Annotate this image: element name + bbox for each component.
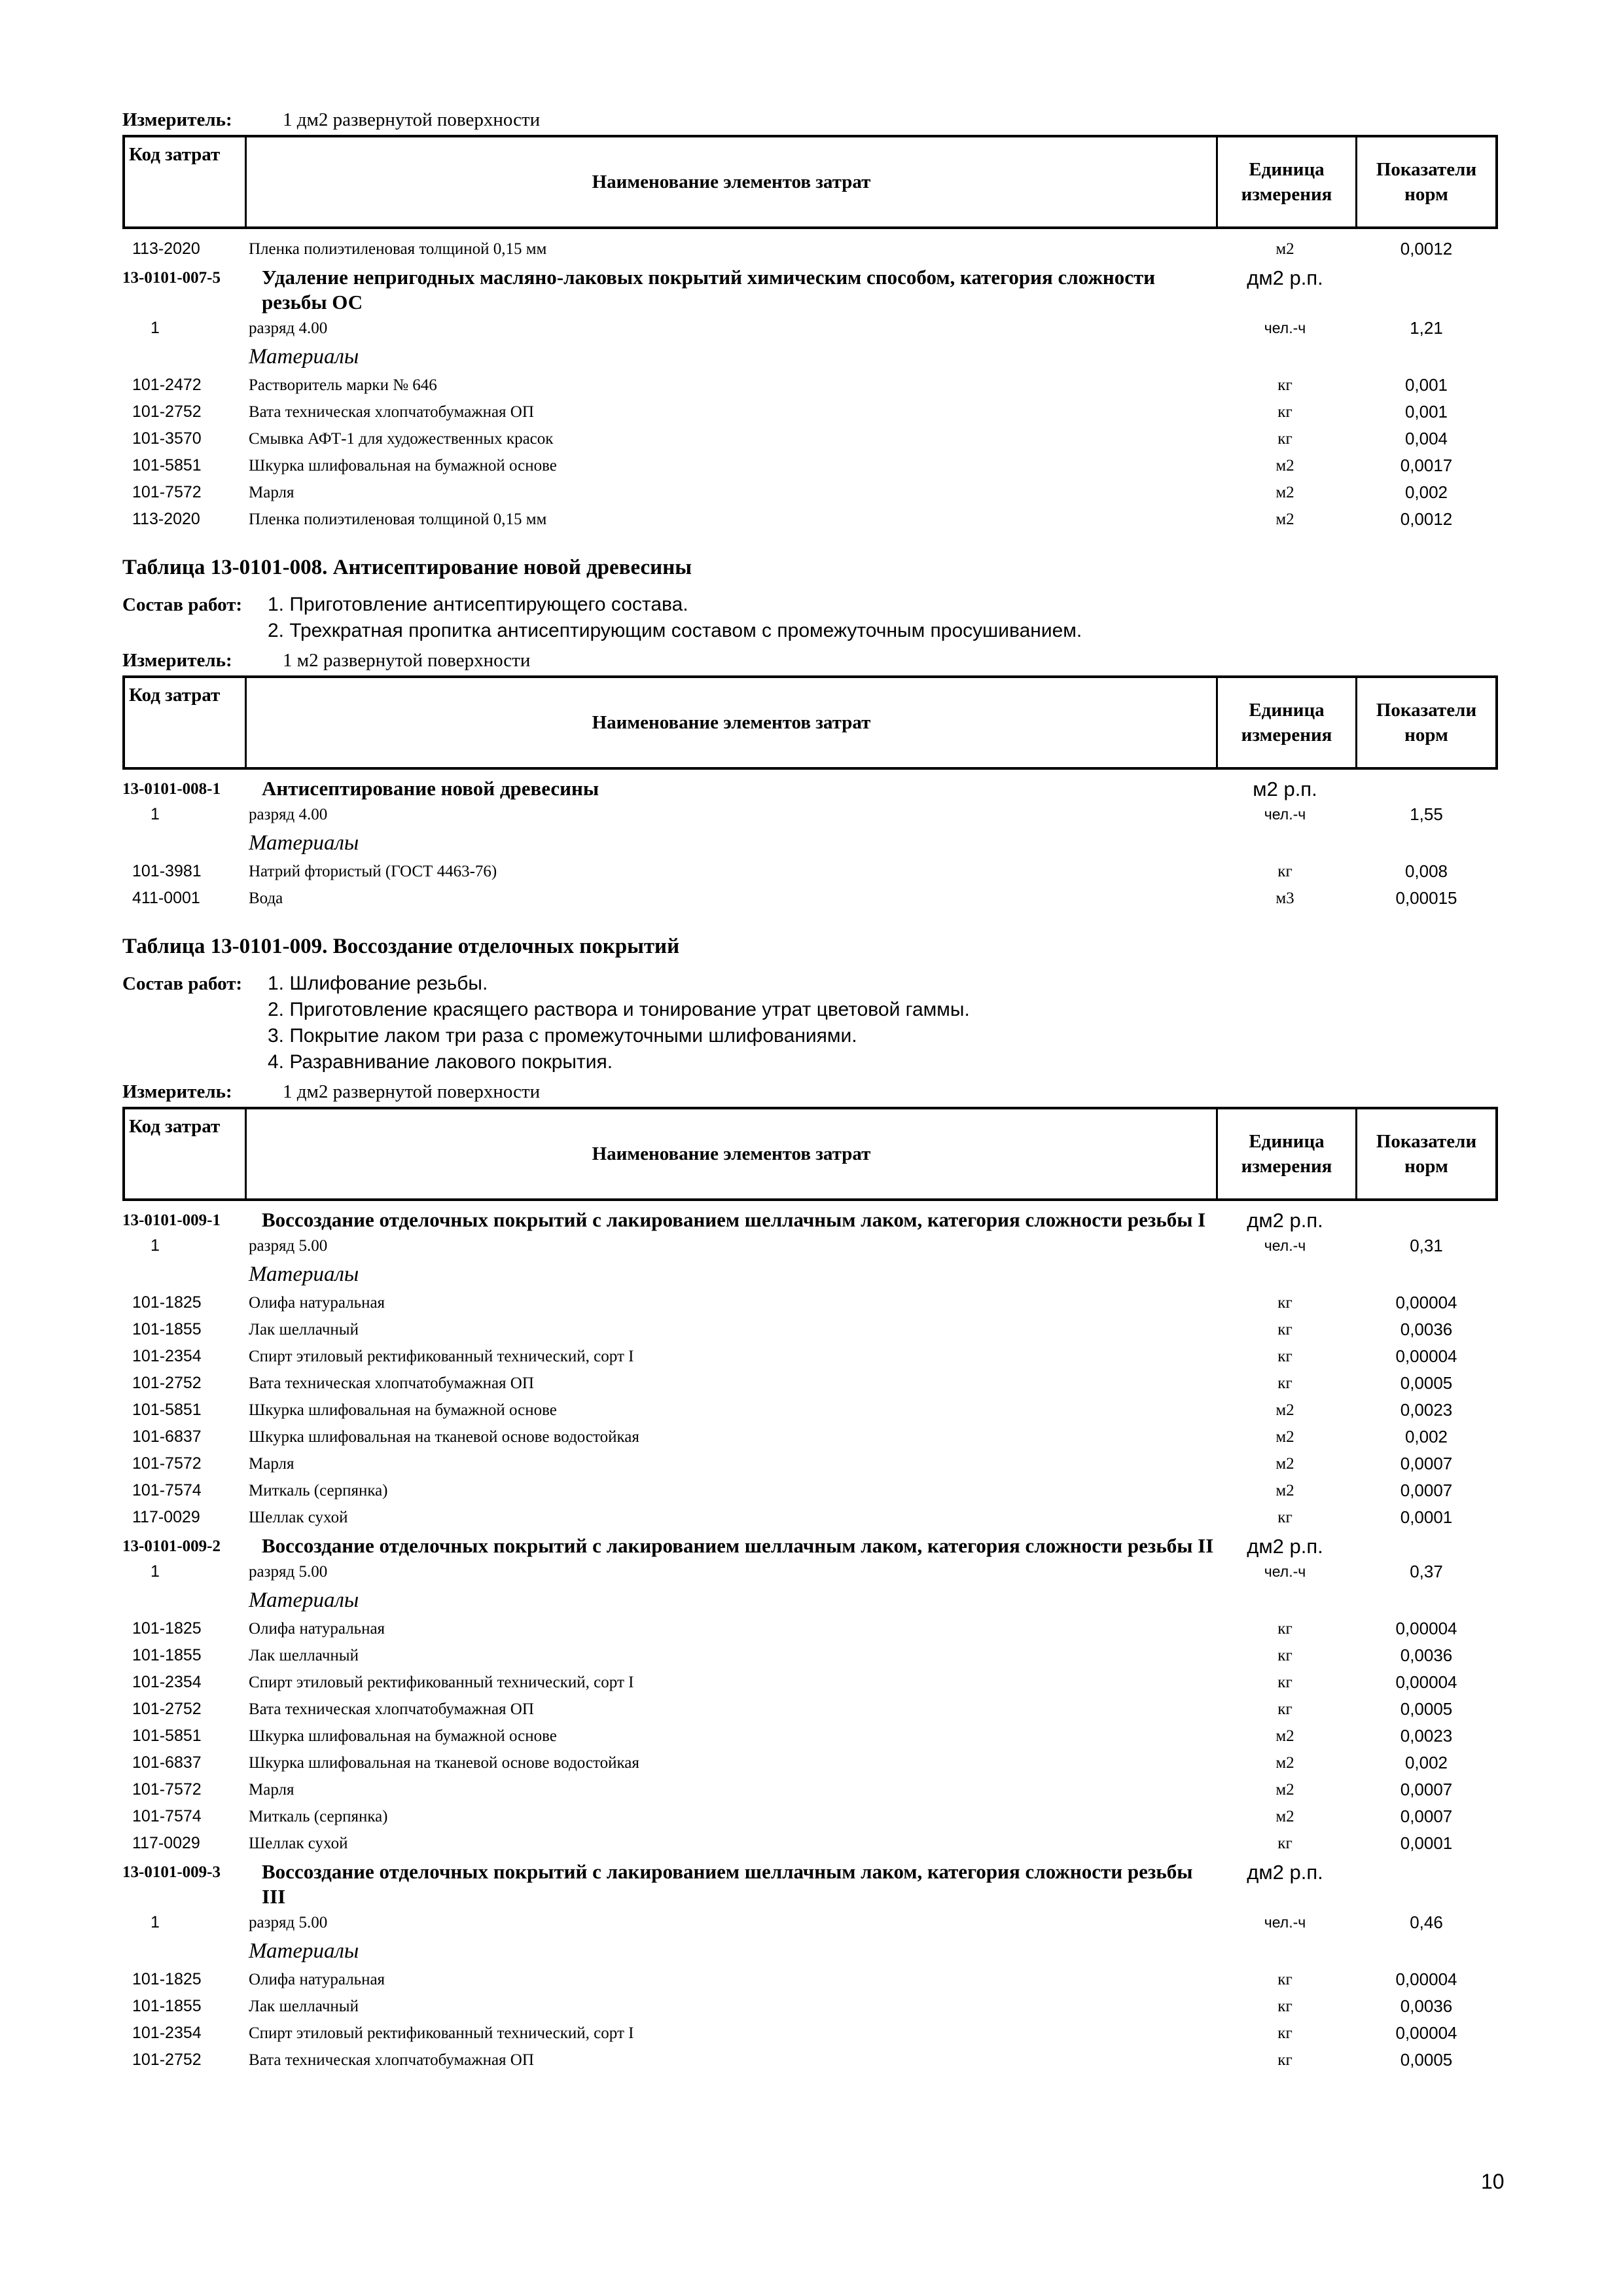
cost-code: 101-7572 (132, 1780, 202, 1799)
measure-label: Измеритель: (122, 650, 232, 671)
composition-text: 1. Приготовление антисептирующего состава. (268, 594, 688, 615)
cost-code: 101-2752 (132, 1374, 202, 1392)
norm-value: 0,0017 (1400, 456, 1453, 475)
norm-value: 1,21 (1410, 318, 1443, 338)
unit: м2 (1275, 1753, 1294, 1772)
table-title: Таблица 13-0101-008. Антисептирование новой древесины (122, 555, 692, 579)
norm-value: 0,46 (1410, 1912, 1443, 1932)
element-name: разряд 5.00 (249, 1236, 328, 1255)
norm-value: 0,0012 (1400, 239, 1453, 259)
table-row (122, 1723, 1498, 1749)
unit: м2 (1275, 1427, 1294, 1446)
table-row (122, 2020, 1498, 2047)
labor-row (122, 1232, 1498, 1259)
unit: чел.-ч (1264, 319, 1306, 336)
element-name: разряд 4.00 (249, 319, 328, 337)
element-name: Миткаль (серпянка) (249, 1481, 388, 1499)
unit: кг (1277, 862, 1293, 880)
element-name: Пленка полиэтиленовая толщиной 0,15 мм (249, 510, 547, 528)
norm-unit: дм2 р.п. (1247, 1535, 1323, 1558)
header-code: Код затрат (125, 137, 247, 226)
norm-value: 0,31 (1410, 1236, 1443, 1255)
unit: м2 (1275, 483, 1294, 501)
element-name: Растворитель марки № 646 (249, 376, 437, 394)
header-code: Код затрат (125, 1109, 247, 1198)
norm-unit: дм2 р.п. (1247, 266, 1323, 289)
table-row (122, 885, 1498, 912)
cost-code: 101-1855 (132, 1646, 202, 1664)
unit: чел.-ч (1264, 1914, 1306, 1931)
norm-value: 0,00004 (1395, 1346, 1457, 1366)
norm-value: 0,00004 (1395, 2023, 1457, 2043)
norm-value: 0,0005 (1400, 2050, 1453, 2070)
element-name: Марля (249, 483, 294, 501)
measure-line (122, 644, 1498, 672)
element-name: Олифа натуральная (249, 1619, 385, 1638)
cost-code: 101-3570 (132, 429, 202, 448)
unit: кг (1277, 1347, 1293, 1365)
norm-code: 13-0101-009-1 (122, 1211, 221, 1229)
labor-row (122, 1558, 1498, 1585)
norm-value: 0,0007 (1400, 1780, 1453, 1799)
element-name: Шеллак сухой (249, 1834, 348, 1852)
unit: кг (1277, 429, 1293, 448)
table-row (122, 1776, 1498, 1803)
measure-line (122, 1075, 1498, 1103)
norm-value: 0,0005 (1400, 1699, 1453, 1719)
table-row (122, 399, 1498, 425)
unit: кг (1277, 1293, 1293, 1312)
labor-row (122, 315, 1498, 342)
unit: м2 (1275, 1807, 1294, 1825)
header-value: Показатели норм (1376, 1131, 1477, 1177)
element-name: Вода (249, 889, 283, 907)
norm-code: 13-0101-009-2 (122, 1537, 221, 1555)
unit: чел.-ч (1264, 1237, 1306, 1254)
unit: кг (1277, 2051, 1293, 2069)
norm-value: 0,0036 (1400, 1319, 1453, 1339)
composition-label: Состав работ: (122, 973, 243, 994)
cost-code: 101-1825 (132, 1970, 202, 1988)
element-name: Вата техническая хлопчатобумажная ОП (249, 403, 534, 421)
element-name: Натрий фтористый (ГОСТ 4463-76) (249, 862, 497, 880)
norm-name: Воссоздание отделочных покрытий с лакированием шеллачным лаком, категория сложности резьбы II (262, 1534, 1214, 1557)
cost-code: 1 (151, 805, 160, 823)
composition-text: 1. Шлифование резьбы. (268, 973, 488, 994)
element-name: Марля (249, 1780, 294, 1799)
unit: чел.-ч (1264, 806, 1306, 823)
table-row (122, 1615, 1498, 1642)
cost-code: 101-1855 (132, 1997, 202, 2015)
unit: м2 (1275, 510, 1294, 528)
cost-code: 101-7572 (132, 1454, 202, 1473)
cost-code: 117-0029 (132, 1834, 200, 1852)
norm-value: 0,008 (1404, 861, 1448, 881)
norm-value: 0,37 (1410, 1562, 1443, 1581)
unit: кг (1277, 1508, 1293, 1526)
unit: кг (1277, 1673, 1293, 1691)
element-name: разряд 5.00 (249, 1562, 328, 1581)
cost-code: 1 (151, 1913, 160, 1931)
element-name: Шкурка шлифовальная на тканевой основе водостойкая (249, 1427, 639, 1446)
cost-code: 101-6837 (132, 1753, 202, 1772)
table-row (122, 1289, 1498, 1316)
composition-text: 2. Трехкратная пропитка антисептирующим составом с промежуточным просушиванием. (268, 620, 1082, 641)
measure-value: 1 м2 развернутой поверхности (283, 650, 531, 671)
unit: м2 (1275, 240, 1294, 258)
element-name: Марля (249, 1454, 294, 1473)
unit: м2 (1275, 1780, 1294, 1799)
unit: м2 (1275, 456, 1294, 475)
norm-value: 0,0007 (1400, 1454, 1453, 1473)
norm-value: 0,002 (1404, 1427, 1448, 1446)
norm-heading (122, 265, 1498, 315)
cost-code: 1 (151, 319, 160, 337)
cost-code: 101-3981 (132, 862, 202, 880)
table-row (122, 1316, 1498, 1343)
table-row (122, 1343, 1498, 1370)
cost-code: 101-2752 (132, 1700, 202, 1718)
element-name: Спирт этиловый ректификованный технический, сорт I (249, 2024, 634, 2042)
page-content (122, 103, 1498, 2073)
header-unit: Единица измерения (1218, 678, 1357, 767)
materials-subheading: Материалы (249, 1939, 359, 1963)
header-code: Код затрат (125, 678, 247, 767)
norm-value: 0,00015 (1395, 888, 1457, 908)
page-number: 10 (1481, 2170, 1505, 2193)
table-row (122, 1966, 1498, 1993)
unit: кг (1277, 1834, 1293, 1852)
cost-code: 113-2020 (132, 240, 200, 258)
cost-code: 101-5851 (132, 456, 202, 475)
norm-value: 0,0001 (1400, 1833, 1453, 1853)
measure-value: 1 дм2 развернутой поверхности (283, 1081, 541, 1102)
table-header (122, 1107, 1498, 1201)
unit: кг (1277, 403, 1293, 421)
unit: м3 (1275, 889, 1294, 907)
measure-label: Измеритель: (122, 109, 232, 130)
norm-name: Воссоздание отделочных покрытий с лакированием шеллачным лаком, категория сложности резьбы III (262, 1860, 1193, 1908)
work-composition (122, 592, 1498, 644)
norm-heading (122, 1208, 1498, 1232)
norm-value: 0,0036 (1400, 1645, 1453, 1665)
element-name: Вата техническая хлопчатобумажная ОП (249, 1374, 534, 1392)
table-row (122, 1749, 1498, 1776)
composition-item (122, 618, 1498, 644)
element-name: разряд 5.00 (249, 1913, 328, 1931)
norm-value: 0,0005 (1400, 1373, 1453, 1393)
norm-heading (122, 1534, 1498, 1558)
cost-code: 1 (151, 1236, 160, 1255)
cost-code: 101-1855 (132, 1320, 202, 1338)
table-row (122, 425, 1498, 452)
norm-value: 0,0007 (1400, 1806, 1453, 1826)
measure-line (122, 103, 1498, 131)
composition-item (122, 1049, 1498, 1075)
table-row (122, 1504, 1498, 1531)
materials-subheading: Материалы (249, 1262, 359, 1286)
table-row (122, 1424, 1498, 1450)
cost-code: 1 (151, 1562, 160, 1581)
header-unit: Единица измерения (1218, 1109, 1357, 1198)
cost-code: 101-1825 (132, 1293, 202, 1312)
materials-subheading: Материалы (249, 344, 359, 368)
unit: чел.-ч (1264, 1563, 1306, 1580)
unit: м2 (1275, 1401, 1294, 1419)
norm-value: 0,0036 (1400, 1996, 1453, 2016)
cost-code: 411-0001 (132, 889, 200, 907)
unit: кг (1277, 1646, 1293, 1664)
norm-value: 0,0001 (1400, 1507, 1453, 1527)
table-row (122, 479, 1498, 506)
table-row (122, 1669, 1498, 1696)
unit: кг (1277, 1700, 1293, 1718)
norm-value: 0,00004 (1395, 1619, 1457, 1638)
norm-value: 0,0023 (1400, 1400, 1453, 1420)
table-row (122, 1993, 1498, 2020)
labor-row (122, 1909, 1498, 1936)
norm-value: 0,0012 (1400, 509, 1453, 529)
norm-value: 1,55 (1410, 804, 1443, 824)
norm-value: 0,0023 (1400, 1726, 1453, 1746)
element-name: Пленка полиэтиленовая толщиной 0,15 мм (249, 240, 547, 258)
element-name: Шкурка шлифовальная на бумажной основе (249, 456, 557, 475)
unit: кг (1277, 2024, 1293, 2042)
unit: кг (1277, 1619, 1293, 1638)
element-name: Олифа натуральная (249, 1293, 385, 1312)
element-name: Вата техническая хлопчатобумажная ОП (249, 2051, 534, 2069)
cost-code: 101-2472 (132, 376, 202, 394)
cost-code: 101-7574 (132, 1807, 202, 1825)
norm-name: Удаление непригодных масляно-лаковых покрытий химическим способом, категория сложности резьбы ОС (262, 266, 1156, 314)
cost-code: 101-2354 (132, 1673, 202, 1691)
norm-name: Воссоздание отделочных покрытий с лакированием шеллачным лаком, категория сложности резьбы I (262, 1208, 1206, 1231)
element-name: Лак шеллачный (249, 1646, 359, 1664)
element-name: Вата техническая хлопчатобумажная ОП (249, 1700, 534, 1718)
table-row (122, 1370, 1498, 1397)
element-name: Лак шеллачный (249, 1997, 359, 2015)
table-row (122, 452, 1498, 479)
cost-code: 101-2354 (132, 2024, 202, 2042)
cost-code: 101-6837 (132, 1427, 202, 1446)
cost-code: 101-7572 (132, 483, 202, 501)
norm-code: 13-0101-008-1 (122, 780, 221, 798)
composition-item (122, 592, 1498, 618)
norm-unit: дм2 р.п. (1247, 1861, 1323, 1884)
cost-code: 113-2020 (132, 510, 200, 528)
cost-code: 101-2752 (132, 403, 202, 421)
unit: м2 (1275, 1454, 1294, 1473)
norm-value: 0,002 (1404, 1753, 1448, 1772)
unit: кг (1277, 1997, 1293, 2015)
header-name: Наименование элементов затрат (247, 1109, 1218, 1198)
norm-code: 13-0101-007-5 (122, 269, 221, 287)
table-header (122, 135, 1498, 229)
norm-value: 0,001 (1404, 375, 1448, 395)
composition-item (122, 1023, 1498, 1049)
element-name: Спирт этиловый ректификованный технический, сорт I (249, 1673, 634, 1691)
unit: кг (1277, 376, 1293, 394)
table-row (122, 372, 1498, 399)
header-value: Показатели норм (1376, 700, 1477, 745)
header-name: Наименование элементов затрат (247, 678, 1218, 767)
norm-value: 0,00004 (1395, 1672, 1457, 1692)
work-composition (122, 971, 1498, 1075)
composition-text: 2. Приготовление красящего раствора и тонирование утрат цветовой гаммы. (268, 999, 970, 1020)
unit: м2 (1275, 1481, 1294, 1499)
measure-value: 1 дм2 развернутой поверхности (283, 109, 541, 130)
composition-label: Состав работ: (122, 594, 243, 615)
norm-heading (122, 776, 1498, 801)
element-name: Спирт этиловый ректификованный технический, сорт I (249, 1347, 634, 1365)
norm-heading (122, 1859, 1498, 1909)
element-name: Лак шеллачный (249, 1320, 359, 1338)
cost-code: 101-5851 (132, 1727, 202, 1745)
element-name: Миткаль (серпянка) (249, 1807, 388, 1825)
header-unit: Единица измерения (1218, 137, 1357, 226)
composition-text: 3. Покрытие лаком три раза с промежуточными шлифованиями. (268, 1025, 857, 1047)
table-row (122, 506, 1498, 533)
element-name: Шкурка шлифовальная на тканевой основе водостойкая (249, 1753, 639, 1772)
table-header (122, 675, 1498, 770)
norm-value: 0,002 (1404, 482, 1448, 502)
element-name: Шкурка шлифовальная на бумажной основе (249, 1401, 557, 1419)
materials-subheading: Материалы (249, 831, 359, 855)
materials-subheading: Материалы (249, 1588, 359, 1612)
table-row (122, 858, 1498, 885)
unit: кг (1277, 1970, 1293, 1988)
cost-code: 101-2354 (132, 1347, 202, 1365)
norm-name: Антисептирование новой древесины (262, 777, 599, 800)
table-row (122, 1696, 1498, 1723)
norm-code: 13-0101-009-3 (122, 1863, 221, 1881)
cost-code: 101-1825 (132, 1619, 202, 1638)
cost-code: 101-7574 (132, 1481, 202, 1499)
table-row (122, 1397, 1498, 1424)
element-name: Смывка АФТ-1 для художественных красок (249, 429, 554, 448)
norm-unit: дм2 р.п. (1247, 1209, 1323, 1232)
table-row (122, 1450, 1498, 1477)
header-name: Наименование элементов затрат (247, 137, 1218, 226)
element-name: Шеллак сухой (249, 1508, 348, 1526)
unit: кг (1277, 1374, 1293, 1392)
header-value: Показатели норм (1376, 159, 1477, 205)
unit: кг (1277, 1320, 1293, 1338)
composition-item (122, 971, 1498, 997)
norm-value: 0,001 (1404, 402, 1448, 422)
table-row (122, 236, 1498, 262)
composition-text: 4. Разравнивание лакового покрытия. (268, 1051, 613, 1073)
table-row (122, 1477, 1498, 1504)
norm-unit: м2 р.п. (1253, 778, 1317, 800)
cost-code: 101-2752 (132, 2051, 202, 2069)
cost-code: 101-5851 (132, 1401, 202, 1419)
unit: м2 (1275, 1727, 1294, 1745)
table-row (122, 1830, 1498, 1857)
element-name: Шкурка шлифовальная на бумажной основе (249, 1727, 557, 1745)
composition-item (122, 997, 1498, 1023)
norm-value: 0,004 (1404, 429, 1448, 448)
norm-value: 0,0007 (1400, 1480, 1453, 1500)
measure-label: Измеритель: (122, 1081, 232, 1102)
table-row (122, 1803, 1498, 1830)
element-name: Олифа натуральная (249, 1970, 385, 1988)
element-name: разряд 4.00 (249, 805, 328, 823)
cost-code: 117-0029 (132, 1508, 200, 1526)
labor-row (122, 801, 1498, 828)
norm-value: 0,00004 (1395, 1969, 1457, 1989)
table-row (122, 2047, 1498, 2073)
norm-value: 0,00004 (1395, 1293, 1457, 1312)
table-row (122, 1642, 1498, 1669)
table-title: Таблица 13-0101-009. Воссоздание отделочных покрытий (122, 934, 680, 958)
